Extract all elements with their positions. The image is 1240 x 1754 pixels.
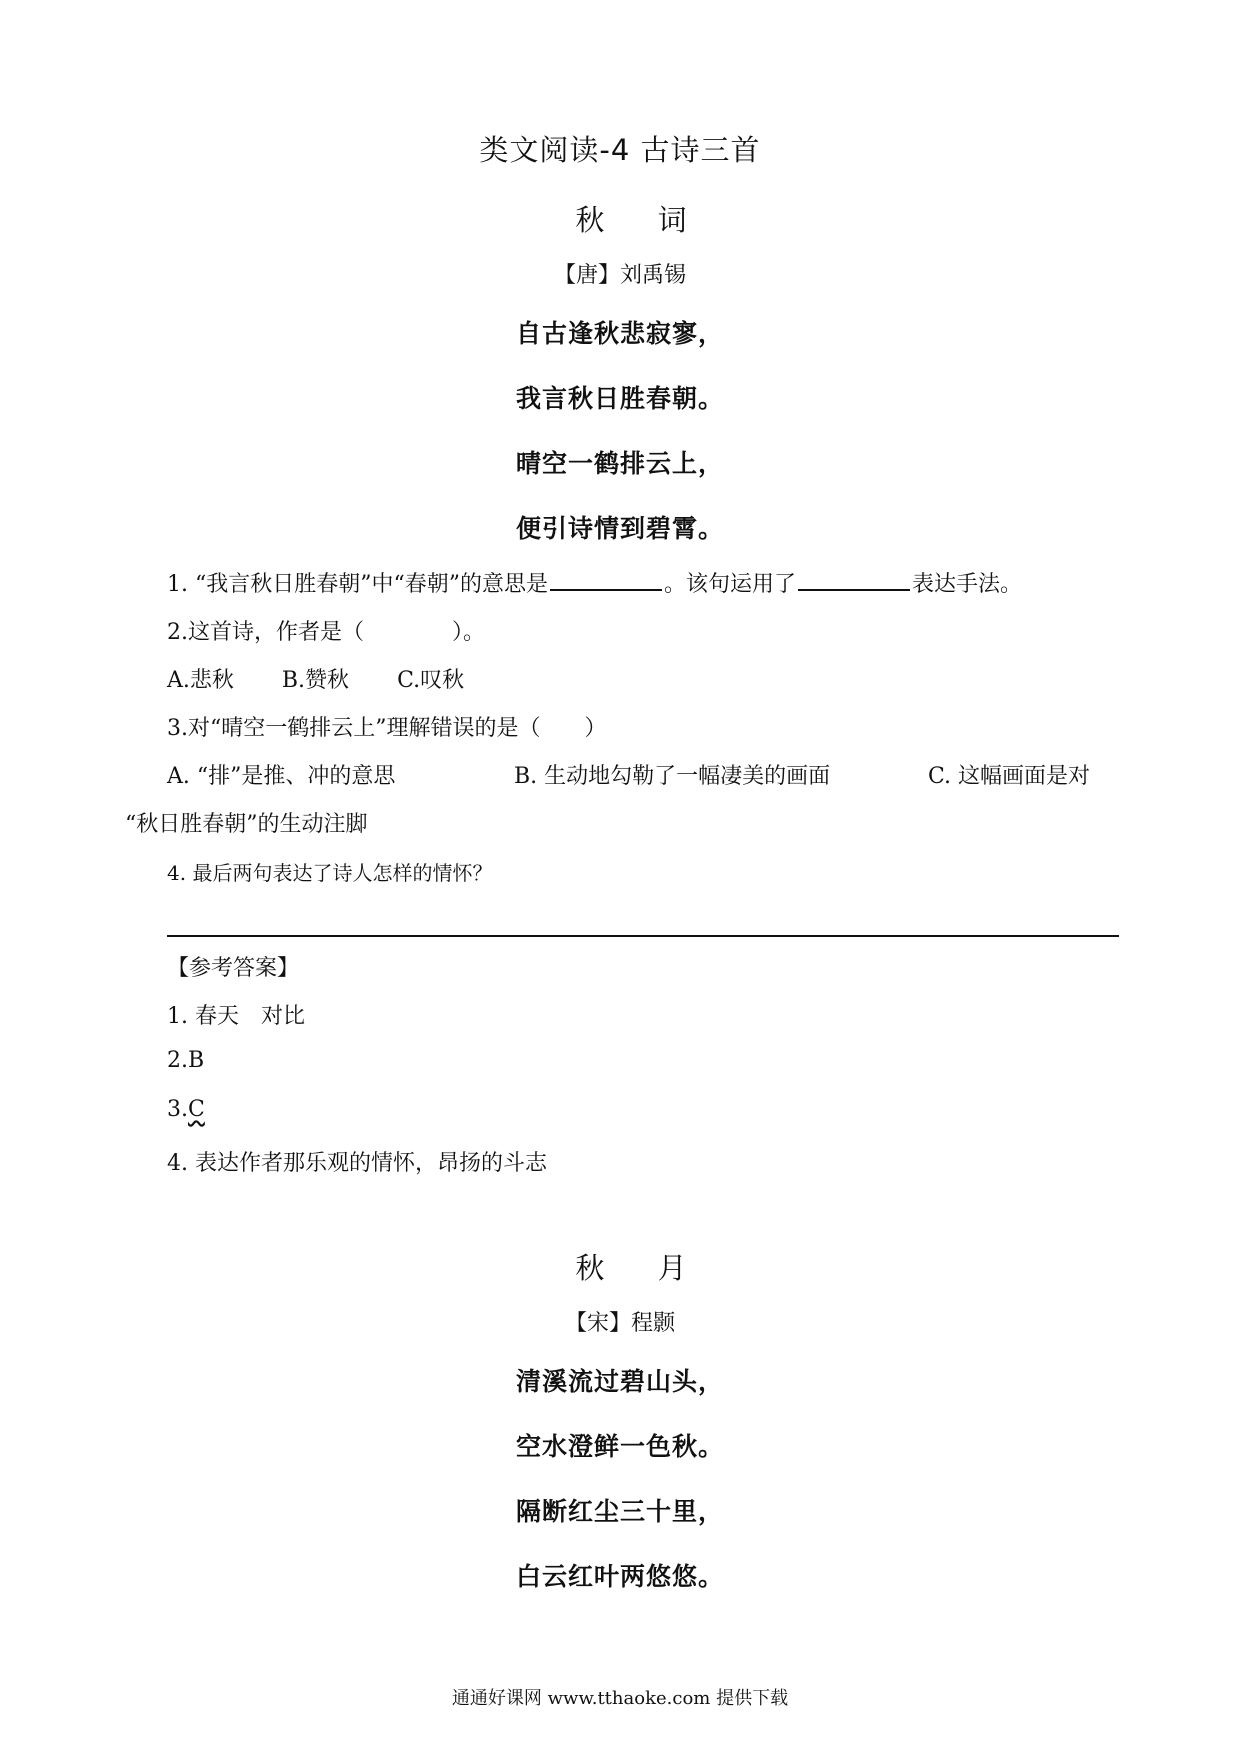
question-1 <box>167 567 1022 598</box>
question-2: 2.这首诗，作者是（ ）。 <box>167 620 485 645</box>
answers-heading: 【参考答案】 <box>167 956 300 981</box>
question-2-option-b: B.赞秋 <box>281 668 350 693</box>
question-3-option-c-continued: “秋日胜春朝”的生动注脚 <box>125 812 368 837</box>
question-2-options <box>167 663 464 694</box>
question-3-option-c: C. 这幅画面是对 <box>928 764 1091 789</box>
answer-2: 2.B <box>167 1048 205 1073</box>
question-4: 4. 最后两句表达了诗人怎样的情怀？ <box>167 861 493 885</box>
poem1-title: 秋 词 <box>575 203 709 237</box>
poem2-author: 【宋】程颢 <box>564 1311 675 1336</box>
poem2-verse-1: 清溪流过碧山头， <box>515 1367 724 1396</box>
question-1-blank-2[interactable] <box>798 567 910 591</box>
document-title: 类文阅读-4 古诗三首 <box>479 133 761 167</box>
question-3-option-a: A. “排”是推、冲的意思 <box>167 764 396 789</box>
poem2-verse-3: 隔断红尘三十里， <box>515 1497 724 1526</box>
footer-text: 通通好课网 www.tthaoke.com 提供下载 <box>451 1688 789 1709</box>
question-1-text-c: 表达手法。 <box>912 572 1023 597</box>
answer-1: 1. 春天 对比 <box>167 1004 305 1029</box>
poem2-verse-4: 白云红叶两悠悠。 <box>515 1562 724 1591</box>
answer-3-prefix: 3. <box>167 1097 188 1122</box>
question-1-text-a: 1. “我言秋日胜春朝”中“春朝”的意思是 <box>167 572 548 597</box>
question-1-blank-1[interactable] <box>550 567 662 591</box>
poem1-verse-4: 便引诗情到碧霄。 <box>515 514 724 543</box>
question-3: 3.对“晴空一鹤排云上”理解错误的是（ ） <box>167 716 607 741</box>
answer-3-value: C <box>188 1097 205 1122</box>
question-3-option-b: B. 生动地勾勒了一幅凄美的画面 <box>514 764 831 789</box>
question-2-option-c: C.叹秋 <box>397 668 465 693</box>
poem1-author: 【唐】刘禹锡 <box>553 263 686 288</box>
answer-4: 4. 表达作者那乐观的情怀，昂扬的斗志 <box>167 1151 547 1176</box>
poem2-verse-2: 空水澄鲜一色秋。 <box>515 1432 724 1461</box>
poem1-verse-3: 晴空一鹤排云上， <box>515 449 724 478</box>
answer-line <box>167 935 1119 937</box>
poem2-title: 秋 月 <box>575 1251 709 1285</box>
poem1-verse-1: 自古逢秋悲寂寥， <box>515 319 724 348</box>
question-1-text-b: 。该句运用了 <box>663 572 796 597</box>
poem1-verse-2: 我言秋日胜春朝。 <box>515 384 724 413</box>
question-2-option-a: A.悲秋 <box>167 668 234 693</box>
answer-3 <box>167 1097 205 1122</box>
